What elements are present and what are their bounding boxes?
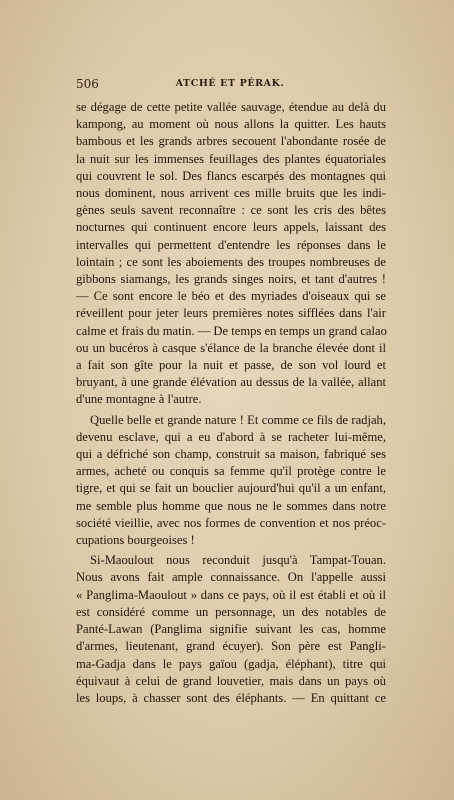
text-line: équivaut à celui de grand louvetier, mais dans un pays où (76, 673, 386, 688)
text-line: est considéré comme un personnage, un des notables de (76, 604, 386, 619)
text-line: bruyant, à une grande élévation au dessus de la vallée, allant (76, 375, 386, 390)
running-title: ATCHÉ ET PÉRAK. (175, 78, 285, 89)
paragraph (76, 552, 386, 707)
text-line: réveillent pour jeter leurs premières notes sifflées dans l'air (76, 306, 386, 321)
text-line: tigre, et qui se fait un bouclier aujourd'hui qu'il a un enfant, (76, 481, 386, 496)
text-line: kampong, au moment où nous allons la quitter. Les hauts (76, 117, 386, 132)
text-line: société vieillie, avec nos formes de convention et nos préoc- (76, 515, 386, 530)
text-line: me semble plus homme que nous ne le sommes dans notre (76, 498, 386, 513)
text-line: armes, acheté ou conquis sa femme qu'il protège contre le (76, 464, 386, 479)
text-line: Si-Maoulout nous reconduit jusqu'à Tampat-Touan. (90, 553, 386, 568)
text-line: Nous avons fait ample connaissance. On l'appelle aussi (76, 570, 386, 585)
text-line: devenu esclave, qui a eu d'abord à se racheter lui-même, (76, 429, 386, 444)
text-line: bambous et les grands arbres secouent l'abondante rosée de (76, 134, 386, 149)
text-line: qui a défriché son champ, construit sa maison, fabriqué ses (76, 447, 386, 462)
text-line: la nuit sur les immenses feuillages des plantes équatoriales (76, 151, 386, 166)
page-number: 506 (76, 77, 99, 91)
text-line: intervalles qui permettent d'entendre les réponses dans le (76, 237, 386, 252)
text-line: nous dominent, nous arrivent ces mille bruits que les indi- (76, 186, 386, 201)
text-line: nocturnes qui continuent encore leurs appels, laissant des (76, 220, 386, 235)
text-line: « Panglima-Maoulout » dans ce pays, où il est établi et où il (76, 587, 386, 602)
text-line: ma-Gadja dans le pays gaïou (gadja, éléphant), titre qui (76, 656, 386, 671)
text-line: les loups, à chasser sont des éléphants. — En quittant ce (76, 690, 386, 705)
text-line: se dégage de cette petite vallée sauvage, étendue au delà du (76, 100, 386, 114)
text-line: ou un bucéros à casque s'élance de la branche élevée dont il (76, 340, 386, 355)
text-line: — Ce sont encore le béo et des myriades d'oiseaux qui se (76, 289, 386, 304)
paragraph (76, 412, 386, 550)
text-line: lointain ; ce sont les aboiements des troupes nombreuses de (76, 254, 386, 269)
text-line: d'une montagne à l'autre. (76, 392, 202, 407)
text-line: d'armes, lieutenant, grand écuyer). Son père est Pangli- (76, 639, 386, 654)
text-line: a fait son gîte pour la nuit et passe, de son vol lourd et (76, 358, 386, 373)
text-line: cupations bourgeoises ! (76, 533, 195, 548)
paragraph (76, 99, 386, 409)
text-line: gibbons siamangs, les grands singes noirs, et tant d'autres ! (76, 272, 386, 287)
text-line: Quelle belle et grande nature ! Et comme ce fils de radjah, (90, 412, 386, 427)
text-line: calme et frais du matin. — De temps en temps un grand calao (76, 323, 387, 338)
page-body (76, 99, 386, 707)
text-line: Panté-Lawan (Panglima signifie suivant les cas, homme (76, 622, 386, 637)
text-line: gènes seuls savent reconnaître : ce sont les cris des bêtes (76, 203, 386, 218)
page-header (76, 77, 384, 91)
text-line: qui couvrent le sol. Des flancs escarpés des montagnes qui (76, 168, 386, 183)
